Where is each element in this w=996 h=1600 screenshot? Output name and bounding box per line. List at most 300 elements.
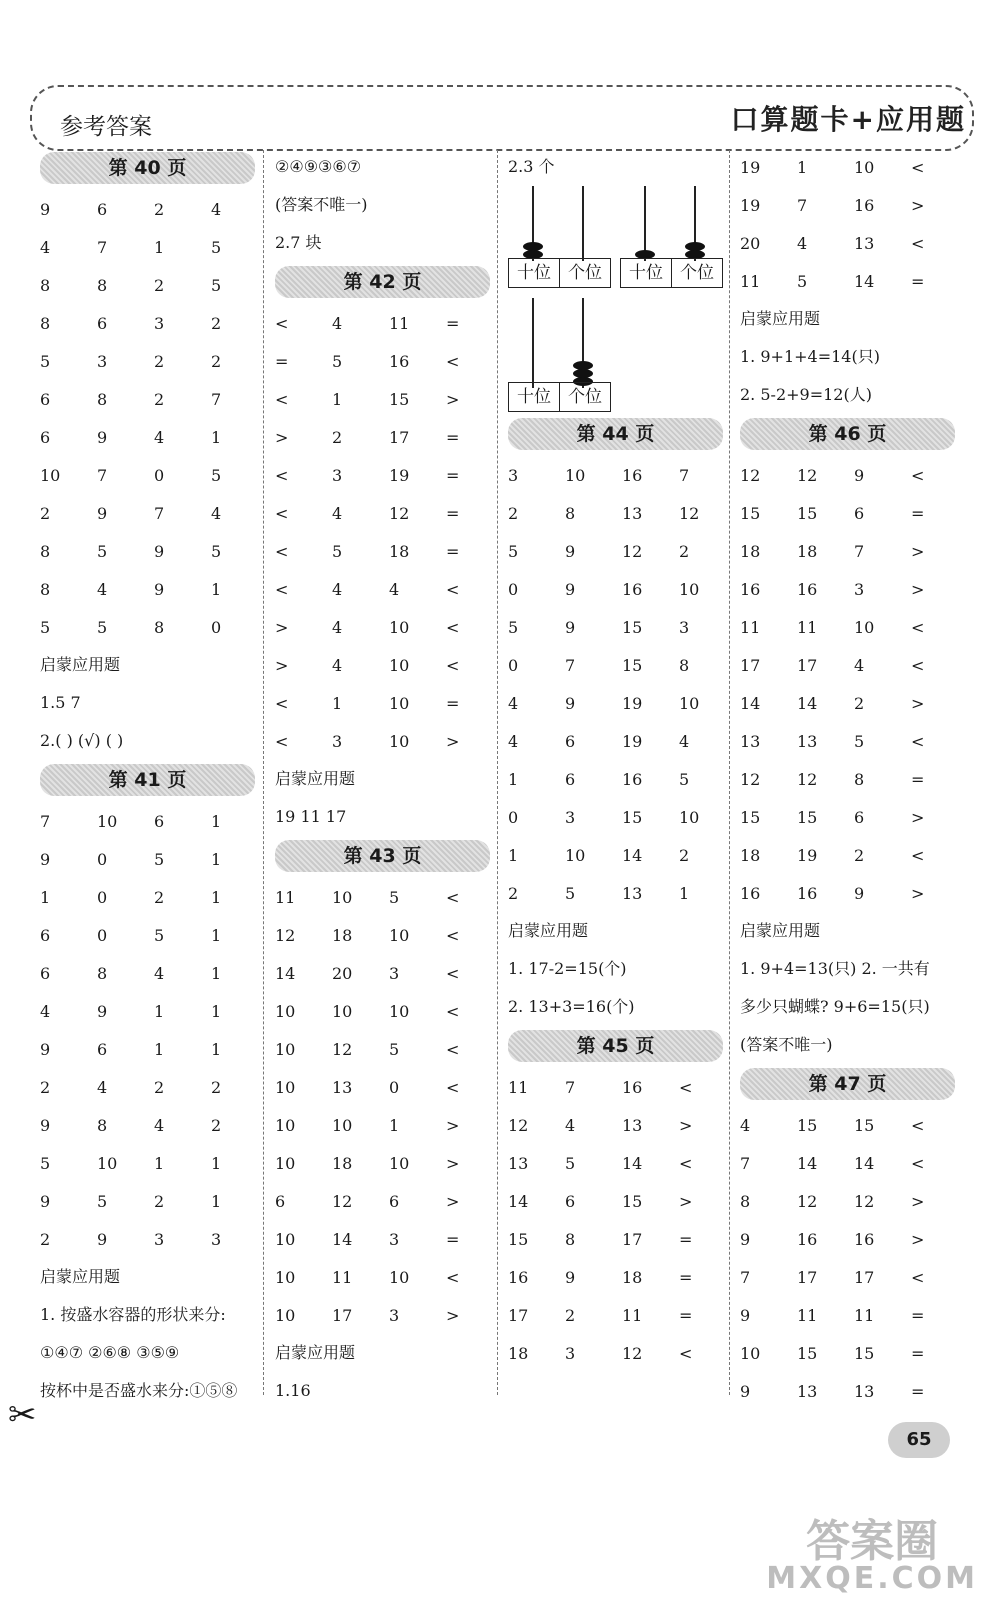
answer-cell: 3	[854, 579, 865, 599]
answer-row	[740, 1258, 955, 1296]
answer-cell: <	[446, 1077, 460, 1097]
abacus-1	[508, 186, 608, 286]
answer-cell: 18	[797, 541, 818, 561]
answer-cell: 2	[332, 427, 343, 447]
answer-cell: 11	[508, 1077, 529, 1097]
page-section-title: 第 40 页	[40, 152, 255, 184]
answer-cell: =	[911, 769, 925, 789]
answer-row	[275, 1030, 490, 1068]
answer-cell: =	[911, 1343, 925, 1363]
answer-cell: 12	[797, 1191, 818, 1211]
answer-row	[508, 608, 723, 646]
answer-cell: 5	[97, 1191, 108, 1211]
answer-cell: 1	[679, 883, 690, 903]
answer-cell: 8	[97, 275, 108, 295]
answer-row	[508, 646, 723, 684]
answer-cell: 16	[389, 351, 410, 371]
answer-cell: 11	[275, 887, 296, 907]
answer-cell: >	[446, 1115, 460, 1135]
answer-cell: 16	[854, 195, 875, 215]
answer-cell: 9	[565, 541, 576, 561]
answer-cell: =	[446, 541, 460, 561]
answer-cell: 10	[565, 845, 586, 865]
answer-cell: 7	[154, 503, 165, 523]
answer-cell: 5	[154, 849, 165, 869]
answer-cell: =	[679, 1305, 693, 1325]
answer-cell: 18	[740, 541, 761, 561]
answer-cell: 3	[389, 1305, 400, 1325]
answer-row	[40, 992, 255, 1030]
answer-row	[275, 380, 490, 418]
answer-row	[740, 1334, 955, 1372]
answer-row	[740, 874, 955, 912]
answer-cell: >	[911, 1191, 925, 1211]
answer-cell: 8	[740, 1191, 751, 1211]
answer-cell: <	[275, 389, 289, 409]
answer-cell: 17	[854, 1267, 875, 1287]
answer-cell: 2	[211, 1077, 222, 1097]
answer-cell: 20	[332, 963, 353, 983]
answer-cell: 13	[854, 1381, 875, 1401]
answer-cell: <	[446, 1001, 460, 1021]
answer-row	[275, 532, 490, 570]
answer-cell: 1	[154, 237, 165, 257]
answer-row	[40, 494, 255, 532]
answer-cell: 6	[40, 427, 51, 447]
answer-row	[740, 1296, 955, 1334]
answer-cell: 6	[275, 1191, 286, 1211]
answer-cell: 15	[797, 1343, 818, 1363]
answer-cell: 14	[508, 1191, 529, 1211]
page-section-title: 第 43 页	[275, 840, 490, 872]
answer-cell: 10	[275, 1039, 296, 1059]
answer-cell: 3	[211, 1229, 222, 1249]
answer-cell: <	[275, 465, 289, 485]
answer-row	[275, 646, 490, 684]
answer-row	[508, 1258, 723, 1296]
answer-cell: 10	[854, 617, 875, 637]
answer-cell: 2	[154, 389, 165, 409]
answer-cell: 14	[622, 845, 643, 865]
column-divider	[263, 150, 264, 1395]
answer-cell: 4	[565, 1115, 576, 1135]
answer-cell: 4	[797, 233, 808, 253]
answer-cell: 1	[508, 845, 519, 865]
answer-cell: <	[911, 233, 925, 253]
answer-cell: 7	[211, 389, 222, 409]
answer-cell: 5	[389, 1039, 400, 1059]
answer-cell: 12	[854, 1191, 875, 1211]
answer-cell: 5	[154, 925, 165, 945]
answer-cell: 8	[565, 1229, 576, 1249]
answer-cell: 2	[154, 887, 165, 907]
answer-row	[40, 840, 255, 878]
answer-row	[275, 418, 490, 456]
answer-cell: 5	[332, 541, 343, 561]
answer-cell: 15	[622, 617, 643, 637]
answer-cell: 0	[508, 655, 519, 675]
answer-cell: <	[275, 503, 289, 523]
answer-row	[740, 494, 955, 532]
answer-cell: 1	[154, 1039, 165, 1059]
answer-cell: <	[911, 1153, 925, 1173]
abacus-rod	[582, 186, 584, 261]
abacus-2	[620, 186, 720, 286]
answer-cell: 10	[389, 693, 410, 713]
answer-cell: 2	[40, 503, 51, 523]
answer-column-2	[275, 148, 490, 1410]
answer-cell: 2	[154, 199, 165, 219]
answer-cell: 3	[389, 1229, 400, 1249]
answer-cell: 0	[97, 925, 108, 945]
answer-text: 启蒙应用题	[40, 1267, 121, 1286]
answer-cell: <	[275, 541, 289, 561]
answer-cell: >	[275, 617, 289, 637]
answer-row	[40, 1182, 255, 1220]
answer-cell: =	[679, 1229, 693, 1249]
answer-cell: =	[911, 503, 925, 523]
answer-row	[740, 1220, 955, 1258]
answer-cell: 6	[389, 1191, 400, 1211]
answer-row	[275, 1144, 490, 1182]
place-value-box	[508, 258, 611, 288]
answer-cell: 19	[740, 157, 761, 177]
answer-cell: 13	[797, 1381, 818, 1401]
answer-cell: 1	[211, 1039, 222, 1059]
answer-row	[740, 570, 955, 608]
answer-row	[508, 760, 723, 798]
answer-column-3	[508, 148, 723, 1372]
answer-row	[275, 1296, 490, 1334]
answer-cell: 1	[40, 887, 51, 907]
answer-cell: 7	[40, 811, 51, 831]
answer-cell: 17	[622, 1229, 643, 1249]
answer-text: 2. 5-2+9=12(人)	[740, 385, 872, 404]
answer-cell: 2	[211, 313, 222, 333]
answer-cell: 1	[211, 1001, 222, 1021]
answer-cell: 3	[97, 351, 108, 371]
answer-cell: 5	[211, 541, 222, 561]
answer-text: 1. 按盛水容器的形状来分:	[40, 1305, 226, 1324]
answer-cell: 15	[389, 389, 410, 409]
answer-cell: <	[911, 845, 925, 865]
answer-cell: 16	[854, 1229, 875, 1249]
answer-cell: <	[911, 465, 925, 485]
answer-cell: 1	[211, 427, 222, 447]
answer-cell: 2	[154, 275, 165, 295]
answer-cell: 9	[97, 427, 108, 447]
answer-cell: 15	[797, 1115, 818, 1135]
answer-cell: 15	[797, 503, 818, 523]
answer-row	[740, 1106, 955, 1144]
answer-row	[275, 954, 490, 992]
answer-cell: 4	[332, 579, 343, 599]
answer-row	[508, 570, 723, 608]
answer-cell: 4	[154, 963, 165, 983]
answer-cell: >	[679, 1115, 693, 1135]
answer-cell: 12	[622, 541, 643, 561]
answer-cell: <	[275, 313, 289, 333]
answer-cell: 7	[565, 1077, 576, 1097]
answer-cell: 13	[622, 503, 643, 523]
answer-row	[740, 532, 955, 570]
answer-cell: 17	[508, 1305, 529, 1325]
answer-cell: 9	[740, 1305, 751, 1325]
answer-cell: 5	[332, 351, 343, 371]
answer-cell: 6	[40, 963, 51, 983]
answer-cell: <	[446, 1039, 460, 1059]
answer-row	[40, 304, 255, 342]
answer-row	[740, 1182, 955, 1220]
answer-cell: 18	[508, 1343, 529, 1363]
answer-row	[275, 916, 490, 954]
answer-cell: 12	[797, 465, 818, 485]
answer-cell: 0	[97, 887, 108, 907]
answer-cell: >	[446, 731, 460, 751]
answer-column-3-items	[508, 418, 723, 1372]
answer-row	[275, 684, 490, 722]
answer-row	[40, 380, 255, 418]
answer-cell: >	[446, 1153, 460, 1173]
answer-cell: <	[911, 157, 925, 177]
answer-row	[508, 722, 723, 760]
answer-cell: >	[446, 389, 460, 409]
answer-text: ②④⑨③⑥⑦	[275, 157, 362, 176]
answer-cell: 16	[622, 579, 643, 599]
answer-cell: 2	[854, 845, 865, 865]
answer-cell: 0	[154, 465, 165, 485]
answer-cell: 7	[797, 195, 808, 215]
answer-cell: 17	[740, 655, 761, 675]
answer-cell: 13	[854, 233, 875, 253]
answer-text: 2.3 个	[508, 157, 555, 176]
answer-row	[740, 262, 955, 300]
answer-cell: 5	[797, 271, 808, 291]
answer-cell: 5	[508, 541, 519, 561]
answer-cell: =	[446, 693, 460, 713]
answer-cell: 4	[332, 313, 343, 333]
place-value-box	[508, 382, 611, 412]
answer-cell: 10	[275, 1115, 296, 1135]
answer-cell: 16	[797, 1229, 818, 1249]
answer-cell: 5	[97, 617, 108, 637]
answer-cell: <	[446, 887, 460, 907]
answer-cell: 8	[40, 313, 51, 333]
answer-cell: 3	[332, 731, 343, 751]
answer-cell: 8	[154, 617, 165, 637]
answer-text: 启蒙应用题	[740, 309, 821, 328]
answer-cell: 13	[508, 1153, 529, 1173]
answer-row	[508, 798, 723, 836]
watermark	[766, 1516, 978, 1596]
answer-cell: 19	[740, 195, 761, 215]
answer-cell: 11	[389, 313, 410, 333]
answer-cell: 6	[565, 769, 576, 789]
answer-text: 19 11 17	[275, 807, 347, 826]
answer-cell: 10	[679, 579, 700, 599]
answer-cell: 6	[97, 313, 108, 333]
answer-row	[40, 342, 255, 380]
answer-cell: 1	[211, 1153, 222, 1173]
answer-cell: 5	[97, 541, 108, 561]
answer-cell: 12	[389, 503, 410, 523]
answer-text: 1. 9+1+4=14(只)	[740, 347, 880, 366]
answer-cell: <	[446, 1267, 460, 1287]
answer-row	[508, 1068, 723, 1106]
answer-cell: 12	[332, 1191, 353, 1211]
answer-cell: 5	[40, 1153, 51, 1173]
answer-cell: 1	[508, 769, 519, 789]
answer-row	[740, 760, 955, 798]
answer-cell: 17	[797, 655, 818, 675]
answer-cell: 10	[854, 157, 875, 177]
answer-cell: 4	[332, 503, 343, 523]
answer-row	[275, 304, 490, 342]
place-value-box	[620, 258, 723, 288]
answer-cell: =	[911, 271, 925, 291]
answer-cell: 3	[332, 465, 343, 485]
answer-cell: 0	[508, 579, 519, 599]
answer-cell: 1	[332, 693, 343, 713]
answer-cell: 9	[154, 579, 165, 599]
answer-cell: 9	[97, 1229, 108, 1249]
answer-cell: 4	[679, 731, 690, 751]
answer-cell: <	[911, 655, 925, 675]
answer-row	[740, 646, 955, 684]
answer-text: 启蒙应用题	[275, 769, 356, 788]
answer-cell: 8	[40, 275, 51, 295]
answer-cell: 14	[332, 1229, 353, 1249]
answer-cell: 8	[565, 503, 576, 523]
answer-row	[40, 456, 255, 494]
answer-row	[740, 1144, 955, 1182]
answer-row	[40, 570, 255, 608]
answer-cell: 8	[679, 655, 690, 675]
answer-cell: 12	[740, 769, 761, 789]
answer-cell: 3	[154, 313, 165, 333]
answer-cell: 8	[97, 1115, 108, 1135]
answer-cell: 20	[740, 233, 761, 253]
answer-cell: 10	[40, 465, 61, 485]
abacus-rod	[532, 298, 534, 388]
answer-cell: 2	[154, 1191, 165, 1211]
answer-cell: 14	[854, 271, 875, 291]
answer-cell: >	[911, 1229, 925, 1249]
answer-cell: 10	[679, 807, 700, 827]
answer-cell: 10	[679, 693, 700, 713]
answer-cell: 16	[622, 465, 643, 485]
answer-row	[740, 684, 955, 722]
answer-cell: 5	[211, 237, 222, 257]
page-section-title: 第 45 页	[508, 1030, 723, 1062]
answer-row	[740, 608, 955, 646]
answer-cell: 18	[622, 1267, 643, 1287]
answer-cell: 12	[622, 1343, 643, 1363]
answer-cell: 1	[211, 963, 222, 983]
answer-text: 1.16	[275, 1381, 311, 1400]
answer-row	[740, 224, 955, 262]
answer-cell: 4	[97, 579, 108, 599]
answer-cell: 10	[275, 1229, 296, 1249]
answer-cell: 10	[332, 1115, 353, 1135]
answer-row	[740, 186, 955, 224]
answer-cell: <	[679, 1343, 693, 1363]
answer-cell: 2	[154, 351, 165, 371]
answer-text: 启蒙应用题	[508, 921, 589, 940]
answer-row	[275, 456, 490, 494]
answer-cell: 9	[40, 849, 51, 869]
answer-cell: <	[275, 579, 289, 599]
answer-cell: 14	[854, 1153, 875, 1173]
answer-cell: >	[275, 655, 289, 675]
answer-cell: >	[275, 427, 289, 447]
answer-cell: 15	[740, 807, 761, 827]
scissors-icon: ✂	[8, 1395, 37, 1435]
answer-cell: 2	[211, 351, 222, 371]
answer-cell: 10	[389, 731, 410, 751]
answer-row	[40, 1106, 255, 1144]
answer-cell: 16	[622, 1077, 643, 1097]
answer-cell: <	[911, 1115, 925, 1135]
answer-cell: 1	[332, 389, 343, 409]
answer-row	[508, 1334, 723, 1372]
column-divider	[497, 150, 498, 1395]
answer-cell: 6	[40, 925, 51, 945]
answer-cell: 10	[275, 1001, 296, 1021]
page-section-title: 第 47 页	[740, 1068, 955, 1100]
answer-cell: <	[275, 731, 289, 751]
answer-row	[740, 148, 955, 186]
answer-cell: 3	[508, 465, 519, 485]
answer-cell: 10	[97, 1153, 118, 1173]
answer-cell: 2	[508, 883, 519, 903]
tens-label: 十位	[629, 263, 663, 283]
answer-cell: 11	[332, 1267, 353, 1287]
answer-cell: 11	[740, 271, 761, 291]
answer-cell: 10	[97, 811, 118, 831]
answer-cell: 7	[740, 1267, 751, 1287]
answer-cell: 1	[211, 887, 222, 907]
answer-cell: 16	[740, 579, 761, 599]
answer-cell: 10	[389, 1267, 410, 1287]
page-section-title: 第 44 页	[508, 418, 723, 450]
answer-cell: 9	[854, 465, 865, 485]
header-left-title: 参考答案	[60, 114, 152, 140]
answer-cell: 6	[854, 807, 865, 827]
answer-cell: 11	[797, 617, 818, 637]
answer-cell: <	[679, 1077, 693, 1097]
answer-cell: 6	[40, 389, 51, 409]
answer-cell: 4	[154, 427, 165, 447]
answer-cell: <	[446, 655, 460, 675]
answer-cell: 5	[40, 351, 51, 371]
answer-cell: 11	[854, 1305, 875, 1325]
answer-cell: 0	[389, 1077, 400, 1097]
answer-row	[275, 570, 490, 608]
answer-cell: 13	[622, 1115, 643, 1135]
answer-cell: <	[911, 1267, 925, 1287]
ones-label: 个位	[559, 383, 610, 411]
answer-cell: 5	[40, 617, 51, 637]
answer-cell: 1	[211, 579, 222, 599]
answer-cell: 12	[797, 769, 818, 789]
answer-cell: 0	[97, 849, 108, 869]
answer-row	[508, 684, 723, 722]
answer-cell: 4	[740, 1115, 751, 1135]
answer-cell: 14	[797, 1153, 818, 1173]
answer-text: 2.7 块	[275, 233, 322, 252]
answer-row	[508, 1220, 723, 1258]
